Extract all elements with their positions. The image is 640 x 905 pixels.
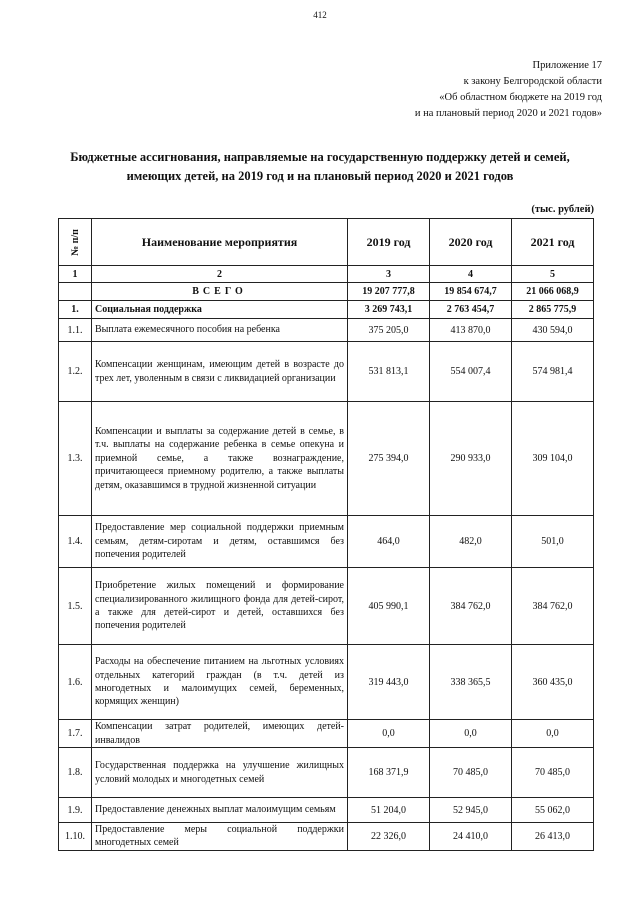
- row-2019: 51 204,0: [348, 798, 430, 823]
- table-row: [59, 720, 594, 748]
- row-2021: 574 981,4: [512, 342, 594, 402]
- row-2020: 52 945,0: [430, 798, 512, 823]
- appendix-line: Приложение 17: [532, 60, 602, 71]
- row-2019: 531 813,1: [348, 342, 430, 402]
- header-number: № п/п: [59, 219, 92, 266]
- row-2020: 0,0: [430, 720, 512, 748]
- row-name: Расходы на обеспечение питанием на льготных условиях отдельных категорий граждан (в т.ч. детей из многодетных и малоимущих семей, беременных, кормящих женщин): [92, 645, 348, 720]
- row-name: Предоставление мер социальной поддержки приемным семьям, детям-сиротам и детям, оставшимся без попечения родителей: [92, 516, 348, 568]
- row-2020: 554 007,4: [430, 342, 512, 402]
- row-2020: 482,0: [430, 516, 512, 568]
- table-row: [59, 823, 594, 851]
- row-2019: 464,0: [348, 516, 430, 568]
- row-number: 1.8.: [59, 748, 92, 798]
- header-2020: 2020 год: [430, 219, 512, 266]
- column-index: 2: [92, 266, 348, 283]
- row-number: 1.2.: [59, 342, 92, 402]
- row-name: Компенсации и выплаты за содержание детей в семье, в т.ч. выплаты на содержание ребенка в семье опекуна и приемной семье, а также вознаграждение, причитающееся приемному родителю, а также выплаты детям, оказавшимся в трудной жизненной ситуации: [92, 402, 348, 516]
- row-number: 1.7.: [59, 720, 92, 748]
- row-name: Компенсации женщинам, имеющим детей в возрасте до трех лет, уволенным в связи с ликвидацией организации: [92, 342, 348, 402]
- row-name: Компенсации затрат родителей, имеющих детей-инвалидов: [92, 720, 348, 748]
- row-2021: 384 762,0: [512, 568, 594, 645]
- row-number: 1.9.: [59, 798, 92, 823]
- row-2021: 55 062,0: [512, 798, 594, 823]
- section-2020: 2 763 454,7: [430, 301, 512, 319]
- row-2021: 70 485,0: [512, 748, 594, 798]
- header-2019: 2019 год: [348, 219, 430, 266]
- column-index: 1: [59, 266, 92, 283]
- appendix-line: к закону Белгородской области: [463, 76, 602, 87]
- header-name: Наименование мероприятия: [92, 219, 348, 266]
- section-2021: 2 865 775,9: [512, 301, 594, 319]
- row-2019: 22 326,0: [348, 823, 430, 851]
- row-name: Государственная поддержка на улучшение жилищных условий молодых и многодетных семей: [92, 748, 348, 798]
- row-2019: 168 371,9: [348, 748, 430, 798]
- section-name: Социальная поддержка: [92, 301, 348, 319]
- row-2021: 309 104,0: [512, 402, 594, 516]
- row-name: Предоставление меры социальной поддержки многодетных семей: [92, 823, 348, 851]
- table-row: [59, 402, 594, 516]
- title-line: имеющих детей, на 2019 год и на плановый период 2020 и 2021 годов: [126, 169, 514, 183]
- document-title: [40, 148, 600, 186]
- row-2021: 26 413,0: [512, 823, 594, 851]
- table-row: [59, 516, 594, 568]
- row-2021: 430 594,0: [512, 319, 594, 342]
- row-2021: 360 435,0: [512, 645, 594, 720]
- row-2020: 70 485,0: [430, 748, 512, 798]
- row-2021: 0,0: [512, 720, 594, 748]
- row-2021: 501,0: [512, 516, 594, 568]
- row-number: 1.4.: [59, 516, 92, 568]
- row-number: 1.1.: [59, 319, 92, 342]
- row-number: 1.5.: [59, 568, 92, 645]
- total-2021: 21 066 068,9: [512, 283, 594, 301]
- total-2019: 19 207 777,8: [348, 283, 430, 301]
- section-row: [59, 301, 594, 319]
- page-number: 412: [313, 10, 327, 20]
- appendix-line: и на плановый период 2020 и 2021 годов»: [414, 108, 602, 119]
- row-2020: 413 870,0: [430, 319, 512, 342]
- column-index: 4: [430, 266, 512, 283]
- table-row: [59, 342, 594, 402]
- budget-table: [58, 218, 594, 851]
- total-label: ВСЕГО: [92, 283, 348, 301]
- table-row: [59, 748, 594, 798]
- table-row: [59, 568, 594, 645]
- header-2021: 2021 год: [512, 219, 594, 266]
- table-row: [59, 645, 594, 720]
- row-number: 1.10.: [59, 823, 92, 851]
- row-name: Выплата ежемесячного пособия на ребенка: [92, 319, 348, 342]
- total-2020: 19 854 674,7: [430, 283, 512, 301]
- column-index: 3: [348, 266, 430, 283]
- total-row: [59, 283, 594, 301]
- column-index-row: [59, 266, 594, 283]
- units-label: (тыс. рублей): [531, 204, 594, 215]
- section-number: 1.: [59, 301, 92, 319]
- row-2019: 275 394,0: [348, 402, 430, 516]
- row-name: Предоставление денежных выплат малоимущим семьям: [92, 798, 348, 823]
- table-row: [59, 319, 594, 342]
- row-2019: 375 205,0: [348, 319, 430, 342]
- row-number: 1.3.: [59, 402, 92, 516]
- row-number: 1.6.: [59, 645, 92, 720]
- row-2019: 0,0: [348, 720, 430, 748]
- appendix-line: «Об областном бюджете на 2019 год: [439, 92, 602, 103]
- row-name: Приобретение жилых помещений и формирование специализированного жилищного фонда для детей-сирот, а также для детей-сирот и детей, оставшихся без попечения родителей: [92, 568, 348, 645]
- appendix-block: [415, 58, 602, 122]
- column-index: 5: [512, 266, 594, 283]
- row-2019: 319 443,0: [348, 645, 430, 720]
- row-2020: 338 365,5: [430, 645, 512, 720]
- section-2019: 3 269 743,1: [348, 301, 430, 319]
- row-2020: 290 933,0: [430, 402, 512, 516]
- row-2019: 405 990,1: [348, 568, 430, 645]
- title-line: Бюджетные ассигнования, направляемые на государственную поддержку детей и семей,: [70, 150, 570, 164]
- table-row: [59, 798, 594, 823]
- row-2020: 24 410,0: [430, 823, 512, 851]
- row-2020: 384 762,0: [430, 568, 512, 645]
